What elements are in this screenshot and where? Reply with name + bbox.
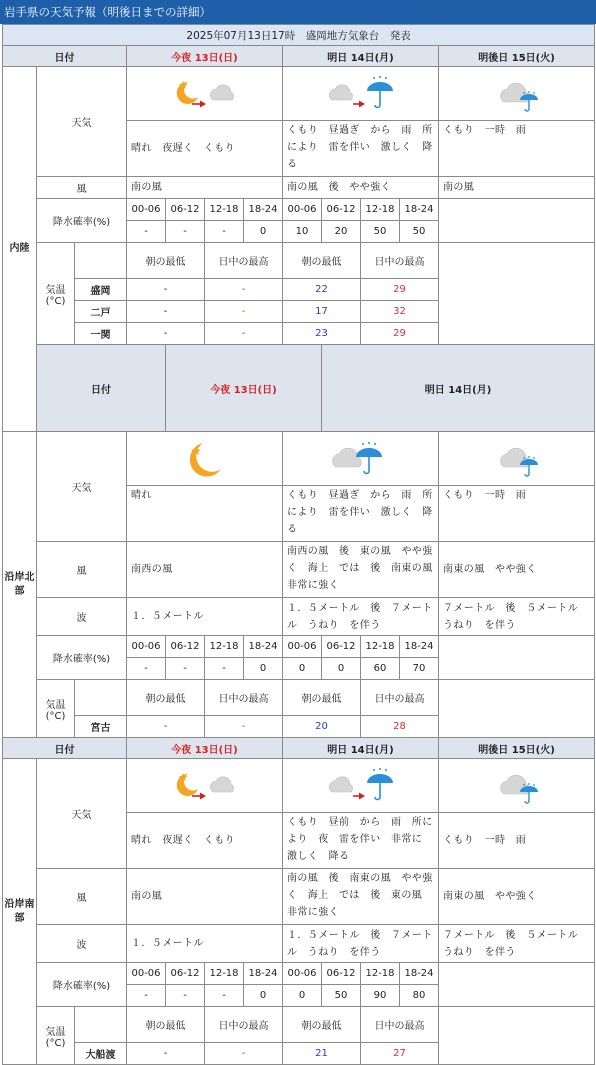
wind-text-today: 南西の風 [127, 542, 283, 598]
cloud-to-rain-icon [283, 759, 439, 813]
precip-value: 20 [322, 221, 361, 243]
precip-value: 50 [361, 221, 400, 243]
wind-text-dayafter: 南の風 [439, 177, 595, 199]
period-label: 06-12 [322, 199, 361, 221]
temp-value: - [205, 301, 283, 323]
precip-value: 50 [400, 221, 439, 243]
temp-label: 気温 (°C) [37, 1007, 75, 1065]
period-label: 18-24 [400, 636, 439, 658]
wind-text-tomorrow: 南の風 後 やや強く [283, 177, 439, 199]
precip-value: - [166, 221, 205, 243]
weather-text-today: 晴れ 夜遅く くもり [127, 121, 283, 177]
cloud-to-rain-icon [283, 67, 439, 121]
day-today: 今夜 13日(日) [127, 738, 283, 759]
period-label: 12-18 [361, 636, 400, 658]
weather-label: 天気 [37, 432, 127, 542]
wave-text-tomorrow: １．５メートル 後 ７メートル うねり を伴う [283, 925, 439, 963]
weather-text-dayafter: くもり 一時 雨 [439, 813, 595, 869]
day-max-header: 日中の最高 [205, 680, 283, 716]
day-tomorrow: 明日 14日(月) [322, 345, 595, 432]
morning-min-header: 朝の最低 [283, 680, 361, 716]
temp-value: - [127, 716, 205, 738]
period-label: 00-06 [127, 636, 166, 658]
period-label: 12-18 [205, 199, 244, 221]
temp-value: 28 [361, 716, 439, 738]
temp-value: 20 [283, 716, 361, 738]
day-max-header: 日中の最高 [361, 243, 439, 279]
precip-value: 10 [283, 221, 322, 243]
precip-label: 降水確率(%) [37, 963, 127, 1007]
precip-value: 80 [400, 985, 439, 1007]
wind-text-tomorrow: 南の風 後 南東の風 やや強く 海上 では 後 東の風 非常に強く [283, 869, 439, 925]
weather-text-dayafter: くもり 一時 雨 [439, 486, 595, 542]
temp-value: 29 [361, 279, 439, 301]
day-today: 今夜 13日(日) [166, 345, 322, 432]
period-label: 12-18 [361, 199, 400, 221]
region-name: 沿岸南部 [3, 759, 37, 1065]
period-label: 00-06 [283, 199, 322, 221]
period-label: 12-18 [205, 636, 244, 658]
period-label: 00-06 [127, 199, 166, 221]
date-header-row [3, 46, 595, 67]
wind-label: 風 [37, 177, 127, 199]
temp-value: 29 [361, 323, 439, 345]
weather-label: 天気 [37, 759, 127, 869]
cloud-with-umbrella-icon [283, 432, 439, 486]
wave-label: 波 [37, 925, 127, 963]
precip-value: 70 [400, 658, 439, 680]
precip-value: - [166, 658, 205, 680]
period-label: 00-06 [283, 636, 322, 658]
period-label: 06-12 [322, 636, 361, 658]
wave-text-today: １．５メートル [127, 598, 283, 636]
temp-value: 32 [361, 301, 439, 323]
temp-value: 27 [361, 1043, 439, 1065]
morning-min-header: 朝の最低 [127, 680, 205, 716]
period-label: 12-18 [205, 963, 244, 985]
temp-value: - [205, 716, 283, 738]
page-title: 岩手県の天気予報（明後日までの詳細） [0, 0, 596, 24]
moon-to-cloud-icon [127, 67, 283, 121]
period-label: 18-24 [244, 963, 283, 985]
precip-value: - [205, 658, 244, 680]
cloud-with-rain-icon [439, 759, 595, 813]
day-today: 今夜 13日(日) [127, 46, 283, 67]
precip-value: - [127, 985, 166, 1007]
day-tomorrow: 明日 14日(月) [283, 738, 439, 759]
moon-to-cloud-icon [127, 759, 283, 813]
precip-value: 50 [322, 985, 361, 1007]
wave-text-today: １．５メートル [127, 925, 283, 963]
morning-min-header: 朝の最低 [127, 243, 205, 279]
period-label: 06-12 [166, 199, 205, 221]
temp-value: - [205, 279, 283, 301]
city-name: 一関 [75, 323, 127, 345]
period-label: 18-24 [244, 636, 283, 658]
temp-value: - [205, 1043, 283, 1065]
wave-text-dayafter: ７メートル 後 ５メートル うねり を伴う [439, 598, 595, 636]
temp-value: 21 [283, 1043, 361, 1065]
day-max-header: 日中の最高 [361, 680, 439, 716]
wave-text-dayafter: ７メートル 後 ５メートル うねり を伴う [439, 925, 595, 963]
period-label: 18-24 [400, 199, 439, 221]
day-after: 明後日 15日(火) [439, 46, 595, 67]
temp-value: - [127, 279, 205, 301]
date-header-row [3, 738, 595, 759]
wind-label: 風 [37, 542, 127, 598]
moon-icon [127, 432, 283, 486]
day-after: 明後日 15日(火) [439, 738, 595, 759]
period-label: 00-06 [127, 963, 166, 985]
period-label: 12-18 [361, 963, 400, 985]
precip-value: 0 [283, 658, 322, 680]
precip-value: 0 [283, 985, 322, 1007]
city-name: 大船渡 [75, 1043, 127, 1065]
wave-label: 波 [37, 598, 127, 636]
weather-text-tomorrow: くもり 昼前 から 雨 所により 夜 雷を伴い 非常に 激しく 降る [283, 813, 439, 869]
temp-value: - [127, 323, 205, 345]
period-label: 00-06 [283, 963, 322, 985]
weather-text-tomorrow: くもり 昼過ぎ から 雨 所により 雷を伴い 激しく 降る [283, 121, 439, 177]
wave-text-tomorrow: １．５メートル 後 ７メートル うねり を伴う [283, 598, 439, 636]
precip-value: 90 [361, 985, 400, 1007]
forecast-table [2, 24, 595, 1065]
date-label: 日付 [37, 345, 166, 432]
date-label: 日付 [3, 738, 127, 759]
weather-text-tomorrow: くもり 昼過ぎ から 雨 所により 雷を伴い 激しく 降る [283, 486, 439, 542]
precip-value: 0 [244, 985, 283, 1007]
region-name: 沿岸北部 [3, 432, 37, 738]
weather-text-dayafter: くもり 一時 雨 [439, 121, 595, 177]
city-name: 盛岡 [75, 279, 127, 301]
precip-value: - [166, 985, 205, 1007]
city-name: 宮古 [75, 716, 127, 738]
period-label: 06-12 [166, 636, 205, 658]
precip-value: - [127, 658, 166, 680]
temp-value: - [205, 323, 283, 345]
date-header-row [3, 345, 595, 432]
wind-text-tomorrow: 南西の風 後 東の風 やや強く 海上 では 後 南東の風 非常に強く [283, 542, 439, 598]
wind-text-today: 南の風 [127, 177, 283, 199]
precip-value: 0 [244, 221, 283, 243]
precip-value: - [205, 221, 244, 243]
weather-text-today: 晴れ 夜遅く くもり [127, 813, 283, 869]
morning-min-header: 朝の最低 [283, 243, 361, 279]
temp-label: 気温 (°C) [37, 680, 75, 738]
wind-text-today: 南の風 [127, 869, 283, 925]
precip-value: 0 [244, 658, 283, 680]
wind-text-dayafter: 南東の風 やや強く [439, 869, 595, 925]
issued-text: 2025年07月13日17時 盛岡地方気象台 発表 [3, 25, 595, 46]
weather-text-today: 晴れ [127, 486, 283, 542]
period-label: 06-12 [166, 963, 205, 985]
city-name: 二戸 [75, 301, 127, 323]
temp-value: 23 [283, 323, 361, 345]
temp-value: 22 [283, 279, 361, 301]
precip-value: 60 [361, 658, 400, 680]
precip-value: - [127, 221, 166, 243]
day-max-header: 日中の最高 [205, 243, 283, 279]
temp-label: 気温 (°C) [37, 243, 75, 345]
cloud-with-rain-icon [439, 432, 595, 486]
date-label: 日付 [3, 46, 127, 67]
period-label: 18-24 [400, 963, 439, 985]
temp-value: - [127, 1043, 205, 1065]
day-max-header: 日中の最高 [361, 1007, 439, 1043]
precip-label: 降水確率(%) [37, 199, 127, 243]
weather-label: 天気 [37, 67, 127, 177]
day-max-header: 日中の最高 [205, 1007, 283, 1043]
cloud-with-rain-icon [439, 67, 595, 121]
wind-label: 風 [37, 869, 127, 925]
wind-text-dayafter: 南東の風 やや強く [439, 542, 595, 598]
period-label: 06-12 [322, 963, 361, 985]
morning-min-header: 朝の最低 [127, 1007, 205, 1043]
temp-value: - [127, 301, 205, 323]
region-name: 内陸 [3, 67, 37, 432]
day-tomorrow: 明日 14日(月) [283, 46, 439, 67]
precip-value: 0 [322, 658, 361, 680]
precip-value: - [205, 985, 244, 1007]
period-label: 18-24 [244, 199, 283, 221]
morning-min-header: 朝の最低 [283, 1007, 361, 1043]
precip-label: 降水確率(%) [37, 636, 127, 680]
temp-value: 17 [283, 301, 361, 323]
